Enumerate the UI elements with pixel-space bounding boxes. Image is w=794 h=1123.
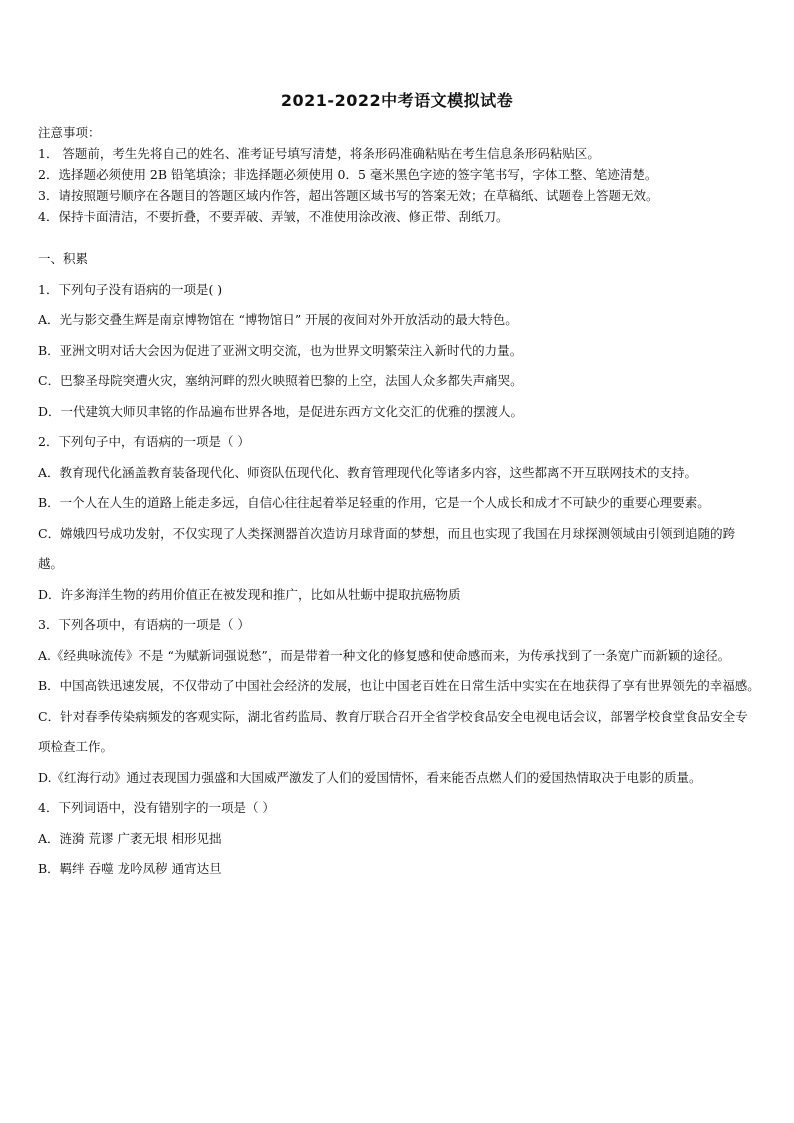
question-2-option-d: D．许多海洋生物的药用价值正在被发现和推广，比如从牡蛎中提取抗癌物质 (38, 586, 461, 602)
question-1-option-a: A．光与影交叠生辉是南京博物馆在 “博物馆日” 开展的夜间对外开放活动的最大特色。 (38, 312, 518, 327)
question-3-option-a: A.《经典咏流传》不是 “为赋新词强说愁”，而是带着一种文化的修复感和使命感而来，为传承找到了一条宽广而新颖的途径。 (38, 647, 731, 663)
question-3-option-d: D.《红海行动》通过表现国力强盛和大国威严激发了人们的爱国情怀，看来能否点燃人们的爱国热情取决于电影的质量。 (38, 769, 702, 785)
question-2-option-c: C．嫦娥四号成功发射，不仅实现了人类探测器首次造访月球背面的梦想，而且也实现了我国在月球探测领域由引领到追随的跨越。 (38, 525, 736, 571)
notice-block (38, 122, 768, 227)
question-4-option-a: A．涟漪 荒谬 广袤无垠 相形见拙 (38, 830, 222, 846)
notice-item-1: 1． 答题前，考生先将自己的姓名、准考证号填写清楚，将条形码准确粘贴在考生信息条形码粘贴区。 (38, 146, 600, 161)
notice-heading: 注意事项： (38, 125, 101, 140)
question-2-option-b: B．一个人在人生的道路上能走多远，自信心往往起着举足轻重的作用，它是一个人成长和成才不可缺少的重要心理要素。 (38, 495, 710, 510)
question-3-stem: 3．下列各项中，有语病的一项是（ ） (38, 617, 250, 632)
question-1-option-c: C．巴黎圣母院突遭火灾，塞纳河畔的烈火映照着巴黎的上空，法国人众多都失声痛哭。 (38, 373, 523, 388)
question-4-option-b: B．羁绊 吞噬 龙吟凤秽 通宵达旦 (38, 861, 222, 876)
notice-item-2: 2．选择题必须使用 2B 铅笔填涂；非选择题必须使用 0．5 毫米黑色字迹的签字笔书写，字体工整、笔迹清楚。 (38, 167, 658, 182)
question-3-option-b: B．中国高铁迅速发展，不仅带动了中国社会经济的发展，也让中国老百姓在日常生活中实实在在地获得了享有世界领先的幸福感。 (38, 678, 760, 693)
page-title: 2021-2022中考语文模拟试卷 (280, 91, 514, 110)
section-heading: 一、积累 (38, 251, 89, 266)
notice-item-4: 4．保持卡面清洁，不要折叠，不要弄破、弄皱，不准使用涂改液、修正带、刮纸刀。 (38, 209, 509, 224)
notice-item-3: 3．请按照题号顺序在各题目的答题区域内作答，超出答题区域书写的答案无效；在草稿纸、试题卷上答题无效。 (38, 188, 659, 203)
question-1-stem: 1．下列句子没有语病的一项是( ) (38, 281, 223, 297)
question-2-option-a: A．教育现代化涵盖教育装备现代化、师资队伍现代化、教育管理现代化等诸多内容，这些都离不开互联网技术的支持。 (38, 464, 698, 480)
question-3-option-c: C．针对春季传染病频发的客观实际，湖北省药监局、教育厅联合召开全省学校食品安全电视电话会议，部署学校食堂食品安全专项检查工作。 (38, 708, 748, 754)
question-1-option-b: B．亚洲文明对话大会因为促进了亚洲文明交流，也为世界文明繁荣注入新时代的力量。 (38, 342, 523, 358)
question-4-stem: 4．下列词语中，没有错别字的一项是（ ） (38, 800, 275, 815)
question-2-stem: 2．下列句子中，有语病的一项是（ ） (38, 434, 250, 449)
question-1-option-d: D．一代建筑大师贝聿铭的作品遍布世界各地，是促进东西方文化交汇的优雅的摆渡人。 (38, 403, 524, 419)
exam-body (38, 244, 760, 885)
